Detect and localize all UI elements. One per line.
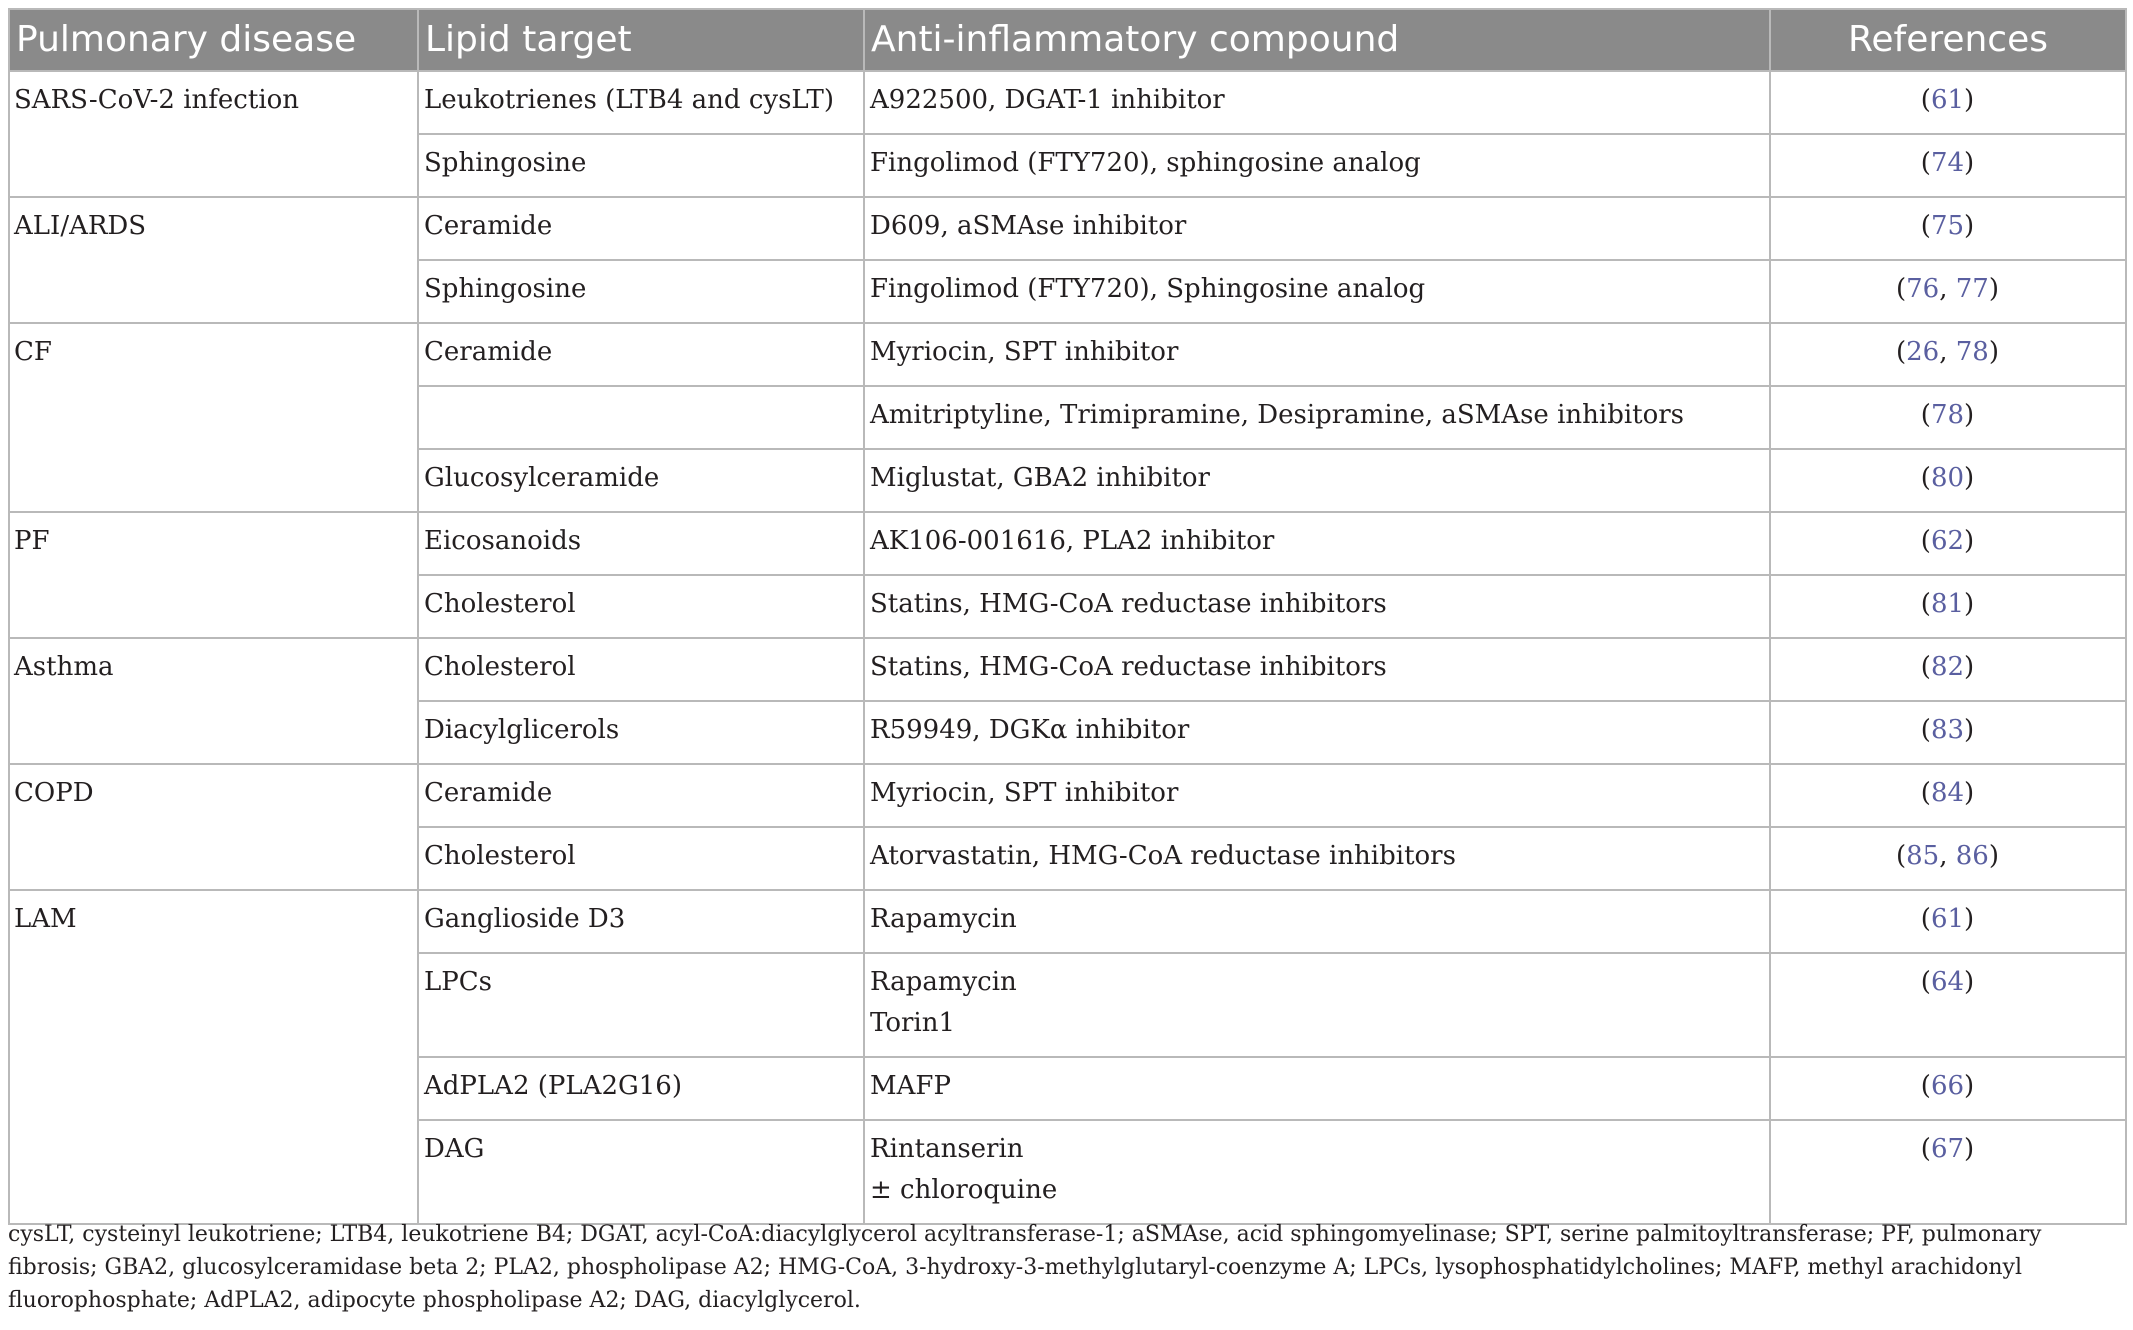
header-lipid-target: Lipid target xyxy=(418,9,864,71)
references-cell: (67) xyxy=(1770,1120,2126,1224)
references-cell: (84) xyxy=(1770,764,2126,827)
lipid-target-cell: Sphingosine xyxy=(418,134,864,197)
references-cell: (62) xyxy=(1770,512,2126,575)
compound-line: ± chloroquine xyxy=(870,1175,1058,1205)
lipid-target-cell: AdPLA2 (PLA2G16) xyxy=(418,1057,864,1120)
header-pulmonary-disease: Pulmonary disease xyxy=(9,9,418,71)
reference-link[interactable]: 83 xyxy=(1930,715,1965,745)
compound-cell xyxy=(864,260,1770,323)
references-cell: (81) xyxy=(1770,575,2126,638)
compound-line: Statins, HMG-CoA reductase inhibitors xyxy=(870,589,1387,619)
lipid-target-cell: Ceramide xyxy=(418,764,864,827)
reference-link[interactable]: 86 xyxy=(1955,841,1989,871)
references-cell: (74) xyxy=(1770,134,2126,197)
references-cell: (64) xyxy=(1770,953,2126,1057)
references-cell: (66) xyxy=(1770,1057,2126,1120)
lipid-target-cell: Ganglioside D3 xyxy=(418,890,864,953)
compound-line: MAFP xyxy=(870,1071,951,1101)
references-cell: (61) xyxy=(1770,890,2126,953)
reference-link[interactable]: 85 xyxy=(1906,841,1940,871)
table-row xyxy=(9,197,2126,260)
compound-cell xyxy=(864,386,1770,449)
reference-link[interactable]: 84 xyxy=(1930,778,1965,808)
compound-line: Amitriptyline, Trimipramine, Desipramine, aSMAse inhibitors xyxy=(870,400,1685,430)
reference-link[interactable]: 78 xyxy=(1930,400,1965,430)
reference-link[interactable]: 81 xyxy=(1930,589,1965,619)
compound-line: Fingolimod (FTY720), sphingosine analog xyxy=(870,148,1421,178)
disease-cell: PF xyxy=(9,512,418,638)
references-cell: (61) xyxy=(1770,71,2126,134)
reference-link[interactable]: 75 xyxy=(1930,211,1965,241)
reference-link[interactable]: 61 xyxy=(1930,85,1965,115)
reference-link[interactable]: 26 xyxy=(1906,337,1940,367)
compound-line: Myriocin, SPT inhibitor xyxy=(870,337,1179,367)
compound-cell xyxy=(864,449,1770,512)
reference-link[interactable]: 74 xyxy=(1930,148,1965,178)
disease-cell: COPD xyxy=(9,764,418,890)
compound-cell xyxy=(864,827,1770,890)
references-cell: (85, 86) xyxy=(1770,827,2126,890)
table-row xyxy=(9,638,2126,701)
compound-line: Atorvastatin, HMG-CoA reductase inhibitors xyxy=(870,841,1456,871)
references-cell: (80) xyxy=(1770,449,2126,512)
references-cell: (78) xyxy=(1770,386,2126,449)
compound-cell xyxy=(864,1057,1770,1120)
reference-link[interactable]: 78 xyxy=(1955,337,1989,367)
compound-line: Rintanserin xyxy=(870,1134,1024,1164)
disease-cell: SARS-CoV-2 infection xyxy=(9,71,418,197)
disease-cell: ALI/ARDS xyxy=(9,197,418,323)
references-cell: (75) xyxy=(1770,197,2126,260)
reference-link[interactable]: 61 xyxy=(1930,904,1965,934)
lipid-target-cell: DAG xyxy=(418,1120,864,1224)
lipid-target-cell: Sphingosine xyxy=(418,260,864,323)
lipid-target-cell: Leukotrienes (LTB4 and cysLT) xyxy=(418,71,864,134)
header-row xyxy=(9,9,2126,71)
reference-link[interactable]: 67 xyxy=(1930,1134,1965,1164)
reference-link[interactable]: 76 xyxy=(1906,274,1940,304)
lipid-target-cell: Cholesterol xyxy=(418,575,864,638)
compound-cell xyxy=(864,1120,1770,1224)
reference-link[interactable]: 80 xyxy=(1930,463,1965,493)
header-anti-inflammatory-compound: Anti-inflammatory compound xyxy=(864,9,1770,71)
compound-cell xyxy=(864,701,1770,764)
reference-link[interactable]: 66 xyxy=(1930,1071,1965,1101)
reference-link[interactable]: 82 xyxy=(1930,652,1965,682)
compound-cell xyxy=(864,575,1770,638)
compound-cell xyxy=(864,764,1770,827)
lipid-target-cell: Glucosylceramide xyxy=(418,449,864,512)
table-footnote: cysLT, cysteinyl leukotriene; LTB4, leukotriene B4; DGAT, acyl-CoA:diacylglycerol acyltransferase-1; aSMAse, acid sphingomyelinase; SPT, serine palmitoyltransferase; PF, pulmonary fibrosis; GBA2, glucosylceramidase beta 2; PLA2, phospholipase A2; HMG-CoA, 3-hydroxy-3-methylglutaryl-coenzyme A; LPCs, lysophosphatidylcholines; MAFP, methyl arachidonyl fluorophosphate; AdPLA2, adipocyte phospholipase A2; DAG, diacylglycerol. xyxy=(8,1222,2042,1313)
compound-line: Statins, HMG-CoA reductase inhibitors xyxy=(870,652,1387,682)
lipid-target-cell xyxy=(418,386,864,449)
lipid-target-cell: Cholesterol xyxy=(418,638,864,701)
compound-cell xyxy=(864,953,1770,1057)
compound-line: Fingolimod (FTY720), Sphingosine analog xyxy=(870,274,1426,304)
compound-line: D609, aSMAse inhibitor xyxy=(870,211,1187,241)
disease-cell: CF xyxy=(9,323,418,512)
compound-line: R59949, DGKα inhibitor xyxy=(870,715,1190,745)
references-cell: (82) xyxy=(1770,638,2126,701)
disease-cell: LAM xyxy=(9,890,418,1224)
compound-cell xyxy=(864,71,1770,134)
compound-line: Rapamycin xyxy=(870,967,1017,997)
compound-cell xyxy=(864,512,1770,575)
compound-line: Rapamycin xyxy=(870,904,1017,934)
lipid-targets-table xyxy=(8,8,2127,1225)
disease-cell: Asthma xyxy=(9,638,418,764)
lipid-target-cell: LPCs xyxy=(418,953,864,1057)
compound-cell xyxy=(864,323,1770,386)
lipid-target-cell: Eicosanoids xyxy=(418,512,864,575)
compound-cell xyxy=(864,134,1770,197)
table-container xyxy=(8,8,2125,1225)
compound-line: Myriocin, SPT inhibitor xyxy=(870,778,1179,808)
compound-line: A922500, DGAT-1 inhibitor xyxy=(870,85,1225,115)
lipid-target-cell: Diacylglicerols xyxy=(418,701,864,764)
references-cell: (76, 77) xyxy=(1770,260,2126,323)
table-row xyxy=(9,890,2126,953)
references-cell: (83) xyxy=(1770,701,2126,764)
table-row xyxy=(9,764,2126,827)
table-row xyxy=(9,512,2126,575)
lipid-target-cell: Cholesterol xyxy=(418,827,864,890)
table-row xyxy=(9,71,2126,134)
lipid-target-cell: Ceramide xyxy=(418,197,864,260)
compound-cell xyxy=(864,890,1770,953)
reference-link[interactable]: 64 xyxy=(1930,967,1965,997)
compound-line: Torin1 xyxy=(870,1008,956,1038)
reference-link[interactable]: 62 xyxy=(1930,526,1965,556)
table-row xyxy=(9,323,2126,386)
compound-line: AK106-001616, PLA2 inhibitor xyxy=(870,526,1275,556)
compound-line: Miglustat, GBA2 inhibitor xyxy=(870,463,1210,493)
compound-cell xyxy=(864,197,1770,260)
lipid-target-cell: Ceramide xyxy=(418,323,864,386)
references-cell: (26, 78) xyxy=(1770,323,2126,386)
compound-cell xyxy=(864,638,1770,701)
header-references: References xyxy=(1770,9,2126,71)
reference-link[interactable]: 77 xyxy=(1955,274,1989,304)
